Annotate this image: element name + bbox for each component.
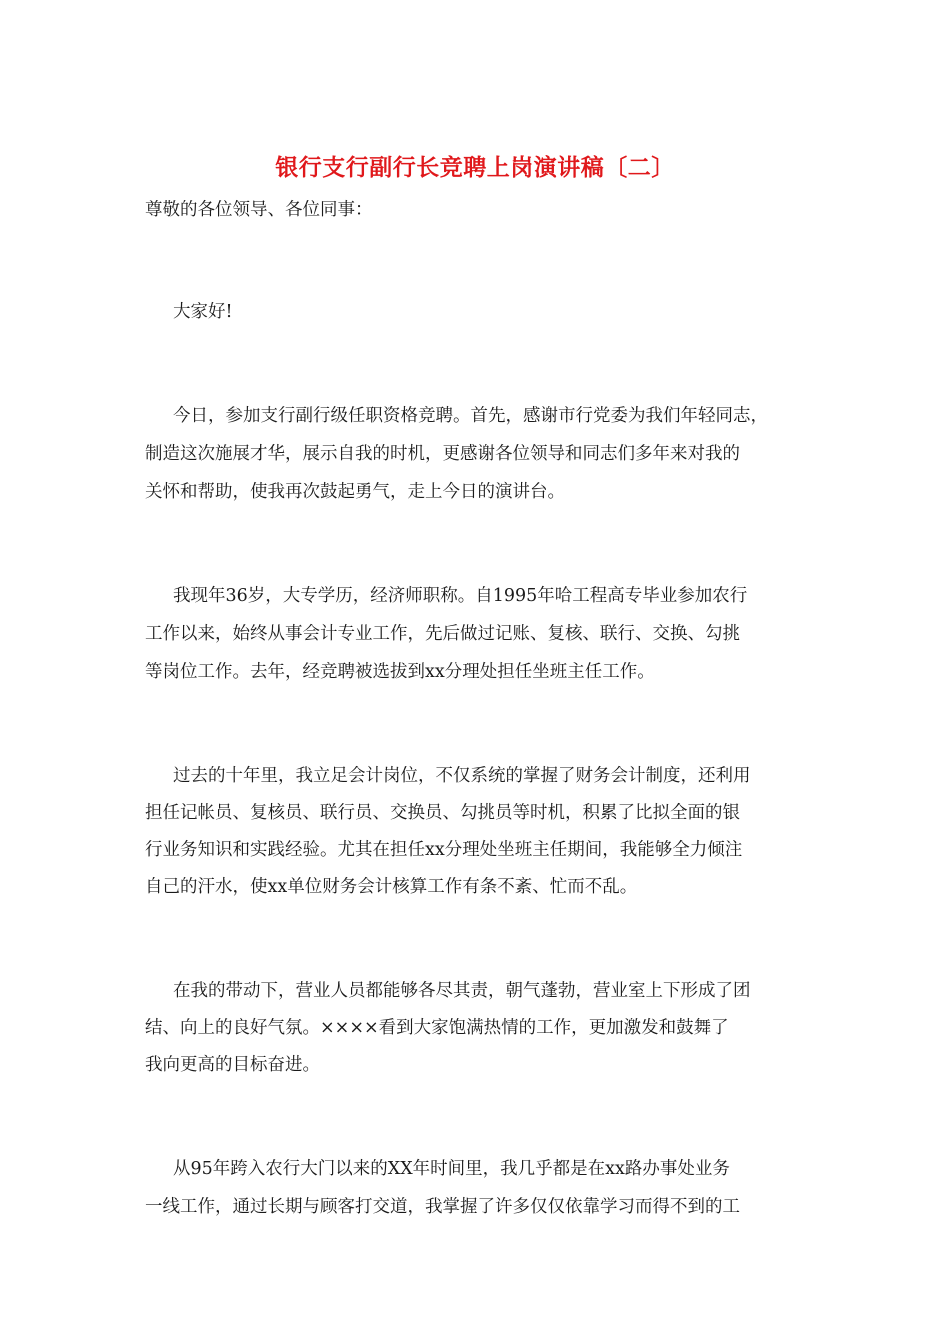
paragraph-3-line-3: 等岗位工作。去年，经竞聘被选拔到xx分理处担任坐班主任工作。 — [145, 662, 655, 682]
paragraph-5-line-3: 我向更高的目标奋进。 — [145, 1055, 320, 1075]
paragraph-2-line-3: 关怀和帮助，使我再次鼓起勇气，走上今日的演讲台。 — [145, 482, 565, 502]
paragraph-3-line-1: 我现年36岁，大专学历，经济师职称。自1995年哈工程高专毕业参加农行 — [173, 586, 748, 606]
paragraph-4-line-2: 担任记帐员、复核员、联行员、交换员、勾挑员等时机，积累了比拟全面的银 — [145, 803, 740, 823]
paragraph-6-line-2: 一线工作，通过长期与顾客打交道，我掌握了许多仅仅依靠学习而得不到的工 — [145, 1197, 740, 1217]
paragraph-4-line-3: 行业务知识和实践经验。尤其在担任xx分理处坐班主任期间，我能够全力倾注 — [145, 840, 743, 860]
paragraph-4-line-1: 过去的十年里，我立足会计岗位，不仅系统的掌握了财务会计制度，还利用 — [173, 766, 751, 786]
paragraph-5-line-1: 在我的带动下，营业人员都能够各尽其责，朝气蓬勃，营业室上下形成了团 — [173, 981, 751, 1001]
document-title: 银行支行副行长竞聘上岗演讲稿〔二〕 — [275, 154, 675, 181]
salutation: 尊敬的各位领导、各位同事： — [145, 200, 373, 220]
paragraph-2-line-2: 制造这次施展才华，展示自我的时机，更感谢各位领导和同志们多年来对我的 — [145, 444, 740, 464]
paragraph-2-line-1: 今日，参加支行副行级任职资格竞聘。首先，感谢市行党委为我们年轻同志， — [173, 406, 768, 426]
paragraph-5-line-2: 结、向上的良好气氛。××××看到大家饱满热情的工作，更加激发和鼓舞了 — [145, 1018, 729, 1038]
paragraph-4-line-4: 自己的汗水，使xx单位财务会计核算工作有条不紊、忙而不乱。 — [145, 877, 638, 897]
paragraph-6-line-1: 从95年跨入农行大门以来的XX年时间里，我几乎都是在xx路办事处业务 — [173, 1159, 730, 1179]
paragraph-1-line-1: 大家好! — [173, 302, 233, 322]
paragraph-3-line-2: 工作以来，始终从事会计专业工作，先后做过记账、复核、联行、交换、勾挑 — [145, 624, 740, 644]
